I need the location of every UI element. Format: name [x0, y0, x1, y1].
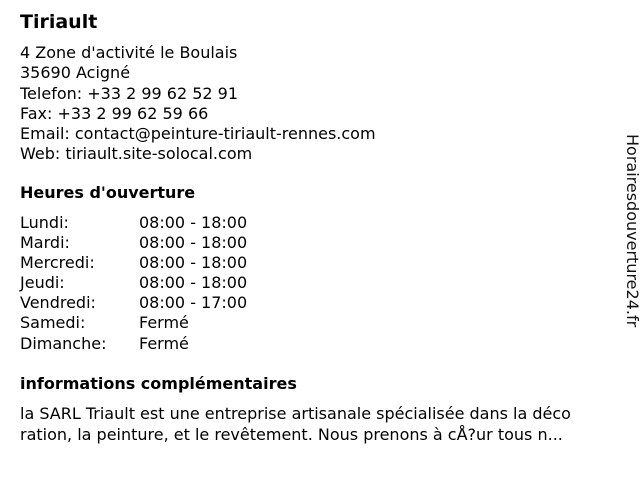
watermark-text: Horairesdouverture24.fr	[623, 134, 642, 328]
info-line-2: ration, la peinture, et le revêtement. Nous prenons à cÅ?ur tous n...	[20, 425, 563, 444]
time-value: 08:00 - 18:00	[139, 233, 248, 253]
info-heading: informations complémentaires	[20, 374, 297, 393]
day-label: Dimanche:	[20, 333, 107, 353]
day-label: Samedi:	[20, 313, 86, 333]
fax-number: Fax: +33 2 99 62 59 66	[20, 103, 209, 123]
info-description	[20, 403, 620, 445]
time-value: Fermé	[139, 313, 189, 333]
hours-heading: Heures d'ouverture	[20, 183, 196, 202]
address-line-2: 35690 Acigné	[20, 63, 131, 83]
time-value: 08:00 - 18:00	[139, 273, 248, 293]
time-value: 08:00 - 17:00	[139, 293, 248, 313]
time-value: 08:00 - 18:00	[139, 213, 248, 232]
day-label: Vendredi:	[20, 293, 96, 313]
phone-number: Telefon: +33 2 99 62 52 91	[20, 83, 239, 103]
address-line-1: 4 Zone d'activité le Boulais	[20, 43, 238, 62]
day-label: Mardi:	[20, 233, 70, 253]
time-value: 08:00 - 18:00	[139, 253, 248, 273]
time-value: Fermé	[139, 333, 189, 353]
day-label: Jeudi:	[20, 273, 65, 293]
business-name: Tiriault	[20, 11, 98, 33]
contact-block	[20, 43, 376, 165]
info-line-1: la SARL Triault est une entreprise artisanale spécialisée dans la déco	[20, 404, 571, 423]
day-label: Lundi:	[20, 213, 69, 232]
website-address: Web: tiriault.site-solocal.com	[20, 144, 253, 164]
email-address: Email: contact@peinture-tiriault-rennes.com	[20, 124, 376, 144]
day-label: Mercredi:	[20, 253, 95, 273]
site-watermark	[622, 134, 642, 374]
